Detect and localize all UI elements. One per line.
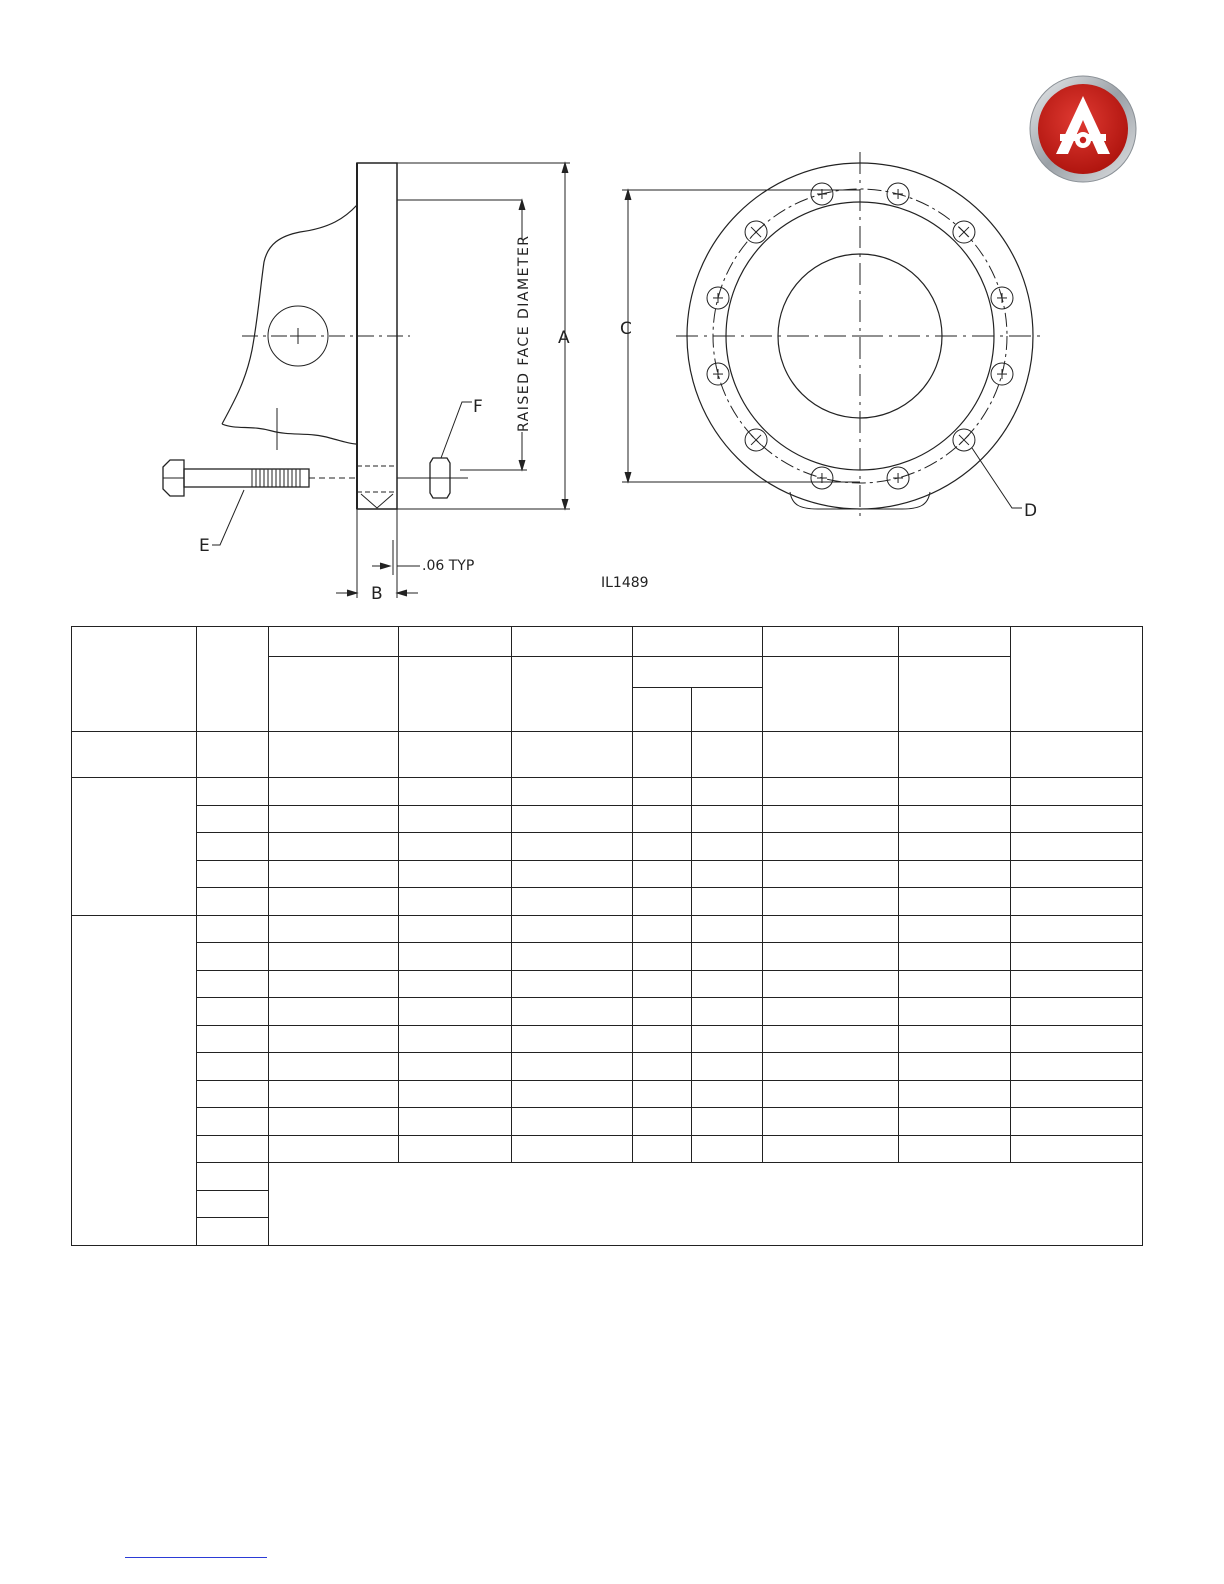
table-cell — [512, 860, 633, 888]
table-cell — [197, 732, 269, 778]
table-cell — [1011, 970, 1143, 998]
table-cell — [763, 915, 899, 943]
table-cell — [899, 1080, 1011, 1108]
table-cell — [763, 888, 899, 916]
table-cell — [269, 805, 399, 833]
table-cell — [1011, 627, 1143, 732]
table-cell — [692, 915, 763, 943]
table-cell — [633, 732, 692, 778]
table-cell — [633, 998, 692, 1026]
table-cell — [1011, 860, 1143, 888]
table-cell — [399, 1080, 512, 1108]
dim-label-b: B — [371, 584, 383, 604]
header-row — [72, 627, 1143, 657]
side-view — [163, 163, 570, 598]
table-cell — [692, 732, 763, 778]
table-cell — [399, 657, 512, 732]
table-cell — [269, 732, 399, 778]
table-cell — [269, 778, 399, 806]
table-cell — [692, 1080, 763, 1108]
table-cell — [512, 1135, 633, 1163]
table-cell — [899, 860, 1011, 888]
table-row — [72, 833, 1143, 861]
table-cell — [633, 778, 692, 806]
table-cell — [899, 1135, 1011, 1163]
raised-face-label: RAISED FACE DIAMETER — [516, 234, 532, 432]
table-cell — [72, 778, 197, 916]
table-cell — [399, 1135, 512, 1163]
dim-label-a: A — [558, 328, 570, 348]
dim-label-c: C — [620, 319, 632, 339]
table-row — [72, 1053, 1143, 1081]
callout-d: D — [1024, 501, 1038, 521]
table-cell — [197, 1053, 269, 1081]
table-cell — [763, 1053, 899, 1081]
table-cell — [899, 1053, 1011, 1081]
table-cell — [399, 970, 512, 998]
table-cell — [197, 805, 269, 833]
table-cell — [512, 888, 633, 916]
table-cell — [399, 805, 512, 833]
table-row — [72, 998, 1143, 1026]
table-cell — [399, 778, 512, 806]
table-cell — [269, 888, 399, 916]
table-cell — [633, 657, 763, 688]
table-cell — [197, 915, 269, 943]
table-cell — [197, 998, 269, 1026]
table-cell — [1011, 1135, 1143, 1163]
table-cell — [899, 732, 1011, 778]
table-cell — [1011, 805, 1143, 833]
table-cell — [899, 1025, 1011, 1053]
table-cell — [763, 970, 899, 998]
drawing-ref: IL1489 — [601, 575, 649, 591]
table-cell — [399, 998, 512, 1026]
table-row — [72, 805, 1143, 833]
table-row — [72, 970, 1143, 998]
front-view — [622, 152, 1044, 522]
table-cell — [633, 1025, 692, 1053]
table-cell — [692, 970, 763, 998]
table-cell — [512, 915, 633, 943]
table-cell — [512, 732, 633, 778]
table-cell — [399, 860, 512, 888]
table-cell — [269, 627, 399, 657]
table-cell — [512, 833, 633, 861]
table-cell — [269, 970, 399, 998]
table-cell — [512, 970, 633, 998]
table-cell — [197, 888, 269, 916]
table-cell — [692, 1135, 763, 1163]
table-cell — [1011, 833, 1143, 861]
table-cell — [269, 1135, 399, 1163]
table-cell — [899, 888, 1011, 916]
table-cell — [1011, 1053, 1143, 1081]
footer-link-underline — [125, 1557, 267, 1558]
table-cell — [899, 998, 1011, 1026]
table-cell — [633, 627, 763, 657]
table-cell — [633, 1135, 692, 1163]
table-cell — [763, 860, 899, 888]
table-cell — [692, 833, 763, 861]
table-cell — [197, 970, 269, 998]
table-cell — [269, 998, 399, 1026]
table-cell — [633, 1080, 692, 1108]
table-cell — [512, 1080, 633, 1108]
table-cell — [763, 1080, 899, 1108]
table-cell — [692, 1025, 763, 1053]
table-cell — [763, 998, 899, 1026]
table-cell — [899, 970, 1011, 998]
table-cell — [763, 805, 899, 833]
table-cell — [512, 1108, 633, 1136]
table-cell — [197, 1108, 269, 1136]
table-cell — [692, 998, 763, 1026]
table-cell — [633, 688, 692, 732]
table-cell — [763, 1135, 899, 1163]
table-cell — [197, 1218, 269, 1246]
table-cell — [1011, 1080, 1143, 1108]
table-cell — [899, 805, 1011, 833]
table-cell — [197, 1025, 269, 1053]
table-cell — [633, 833, 692, 861]
table-cell — [197, 833, 269, 861]
table-cell — [1011, 778, 1143, 806]
table-cell — [763, 627, 899, 657]
table-cell — [197, 943, 269, 971]
table-cell — [1011, 1108, 1143, 1136]
table-cell — [633, 970, 692, 998]
table-cell — [512, 657, 633, 732]
table-cell — [633, 805, 692, 833]
table-cell — [399, 915, 512, 943]
table-cell — [1011, 915, 1143, 943]
table-cell — [633, 943, 692, 971]
table-cell — [197, 1135, 269, 1163]
table-cell — [633, 1108, 692, 1136]
table-cell — [197, 860, 269, 888]
table-cell — [633, 860, 692, 888]
table-cell — [269, 833, 399, 861]
table-row — [72, 1080, 1143, 1108]
callout-f: F — [473, 397, 483, 417]
table-row — [72, 888, 1143, 916]
dimension-table — [71, 626, 1143, 1246]
table-cell — [269, 860, 399, 888]
table-cell — [763, 1025, 899, 1053]
table-cell — [197, 627, 269, 732]
table-row — [72, 1163, 1143, 1191]
table-cell — [763, 732, 899, 778]
table-cell — [692, 805, 763, 833]
table-cell — [399, 1108, 512, 1136]
table-row — [72, 860, 1143, 888]
units-row — [72, 732, 1143, 778]
table-cell — [512, 778, 633, 806]
table-cell — [899, 778, 1011, 806]
table-cell — [692, 1108, 763, 1136]
table-cell — [1011, 888, 1143, 916]
table-cell — [269, 1080, 399, 1108]
callout-e: E — [199, 536, 210, 556]
table-cell — [197, 1190, 269, 1218]
table-cell — [899, 833, 1011, 861]
table-cell — [512, 1053, 633, 1081]
table-cell — [692, 860, 763, 888]
table-cell — [269, 915, 399, 943]
table-cell — [692, 943, 763, 971]
table-cell — [1011, 1025, 1143, 1053]
table-row — [72, 778, 1143, 806]
table-cell — [269, 1025, 399, 1053]
table-cell — [269, 1163, 1143, 1246]
table-cell — [763, 778, 899, 806]
table-cell — [633, 888, 692, 916]
table-cell — [399, 888, 512, 916]
table-cell — [399, 1053, 512, 1081]
table-cell — [269, 1053, 399, 1081]
table-cell — [1011, 998, 1143, 1026]
flange-drawing — [0, 140, 1224, 610]
table-cell — [399, 943, 512, 971]
table-cell — [72, 732, 197, 778]
table-cell — [1011, 732, 1143, 778]
table-row — [72, 915, 1143, 943]
table-cell — [692, 778, 763, 806]
table-cell — [399, 627, 512, 657]
table-cell — [269, 943, 399, 971]
table-cell — [763, 833, 899, 861]
table-cell — [512, 943, 633, 971]
table-cell — [692, 688, 763, 732]
table-row — [72, 1135, 1143, 1163]
table-cell — [763, 657, 899, 732]
table-cell — [197, 1080, 269, 1108]
table-cell — [899, 1108, 1011, 1136]
table-cell — [899, 943, 1011, 971]
table-cell — [269, 657, 399, 732]
table-cell — [512, 805, 633, 833]
table-cell — [633, 915, 692, 943]
table-cell — [763, 1108, 899, 1136]
table-cell — [899, 627, 1011, 657]
table-cell — [72, 915, 197, 1245]
table-cell — [633, 1053, 692, 1081]
table-cell — [763, 943, 899, 971]
table-cell — [692, 888, 763, 916]
table-cell — [899, 915, 1011, 943]
table-cell — [692, 1053, 763, 1081]
table-cell — [269, 1108, 399, 1136]
table-row — [72, 943, 1143, 971]
table-cell — [399, 833, 512, 861]
table-cell — [899, 657, 1011, 732]
table-cell — [512, 1025, 633, 1053]
table-cell — [399, 732, 512, 778]
table-row — [72, 1025, 1143, 1053]
table-cell — [399, 1025, 512, 1053]
table-cell — [197, 1163, 269, 1191]
table-cell — [197, 778, 269, 806]
table-row — [72, 1108, 1143, 1136]
table-cell — [1011, 943, 1143, 971]
table-cell — [512, 627, 633, 657]
table-cell — [72, 627, 197, 732]
typ-note: .06 TYP — [422, 558, 475, 574]
table-cell — [512, 998, 633, 1026]
